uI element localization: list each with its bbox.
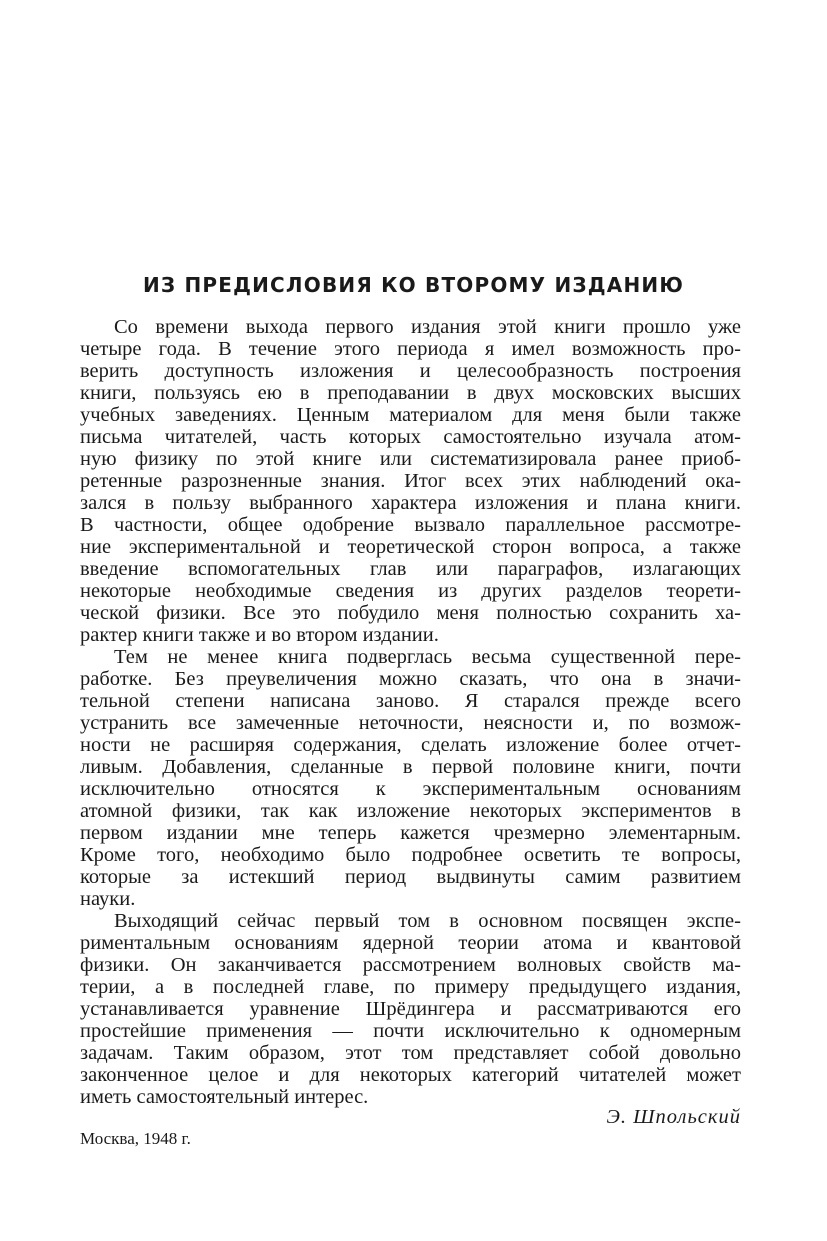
text-line: Выходящий сейчас первый том в основном посвящен экспе- — [114, 910, 741, 932]
text-line: простейшие применения — почти исключительно к одномерным — [80, 1020, 741, 1042]
text-line: исключительно относятся к экспериментальным основаниям — [80, 778, 741, 800]
text-line: риментальным основаниям ядерной теории атома и квантовой — [80, 932, 741, 954]
text-line: иметь самостоятельный интерес. — [80, 1086, 369, 1108]
text-line: четыре года. В течение этого периода я имел возможность про- — [80, 338, 741, 360]
text-line: устанавливается уравнение Шрёдингера и рассматриваются его — [80, 998, 741, 1020]
text-line: Тем не менее книга подверглась весьма существенной пере- — [114, 646, 741, 668]
text-line: рактер книги также и во втором издании. — [80, 624, 439, 646]
text-line: Со времени выхода первого издания этой книги прошло уже — [114, 316, 741, 338]
text-line: физики. Он заканчивается рассмотрением волновых свойств ма- — [80, 954, 741, 976]
text-line: ливым. Добавления, сделанные в первой половине книги, почти — [80, 756, 741, 778]
text-line: верить доступность изложения и целесообразность построения — [80, 360, 741, 382]
preface-body — [80, 316, 741, 1108]
text-line: науки. — [80, 888, 136, 910]
text-line: ную физику по этой книге или систематизировала ранее приоб- — [80, 448, 741, 470]
text-line: первом издании мне теперь кажется чрезмерно элементарным. — [80, 822, 741, 844]
text-line: тельной степени написана заново. Я старался прежде всего — [80, 690, 741, 712]
text-line: учебных заведениях. Ценным материалом для меня были также — [80, 404, 741, 426]
text-line: задачам. Таким образом, этот том представляет собой довольно — [80, 1042, 741, 1064]
text-line: атомной физики, так как изложение некоторых экспериментов в — [80, 800, 741, 822]
text-line: которые за истекший период выдвинуты самим развитием — [80, 866, 741, 888]
text-line: ретенные разрозненные знания. Итог всех этих наблюдений ока- — [80, 470, 741, 492]
text-line: терии, а в последней главе, по примеру предыдущего издания, — [80, 976, 741, 998]
author-signature: Э. Шпольский — [606, 1106, 741, 1128]
text-line: письма читателей, часть которых самостоятельно изучала атом- — [80, 426, 741, 448]
place-date: Москва, 1948 г. — [80, 1129, 191, 1148]
text-line: введение вспомогательных глав или параграфов, излагающих — [80, 558, 741, 580]
text-line: Кроме того, необходимо было подробнее осветить те вопросы, — [80, 844, 741, 866]
text-line: устранить все замеченные неточности, неясности и, по возмож- — [80, 712, 741, 734]
text-line: книги, пользуясь ею в преподавании в двух московских высших — [80, 382, 741, 404]
text-line: работке. Без преувеличения можно сказать, что она в значи- — [80, 668, 741, 690]
text-line: В частности, общее одобрение вызвало параллельное рассмотре- — [80, 514, 741, 536]
preface-heading: ИЗ ПРЕДИСЛОВИЯ КО ВТОРОМУ ИЗДАНИЮ — [142, 273, 685, 297]
text-line: ние экспериментальной и теоретической сторон вопроса, а также — [80, 536, 741, 558]
text-line: некоторые необходимые сведения из других разделов теорети- — [80, 580, 741, 602]
text-line: ности не расширяя содержания, сделать изложение более отчет- — [80, 734, 741, 756]
text-line: ческой физики. Все это побудило меня полностью сохранить ха- — [80, 602, 741, 624]
text-line: законченное целое и для некоторых категорий читателей может — [80, 1064, 741, 1086]
text-line: зался в пользу выбранного характера изложения и плана книги. — [80, 492, 741, 514]
